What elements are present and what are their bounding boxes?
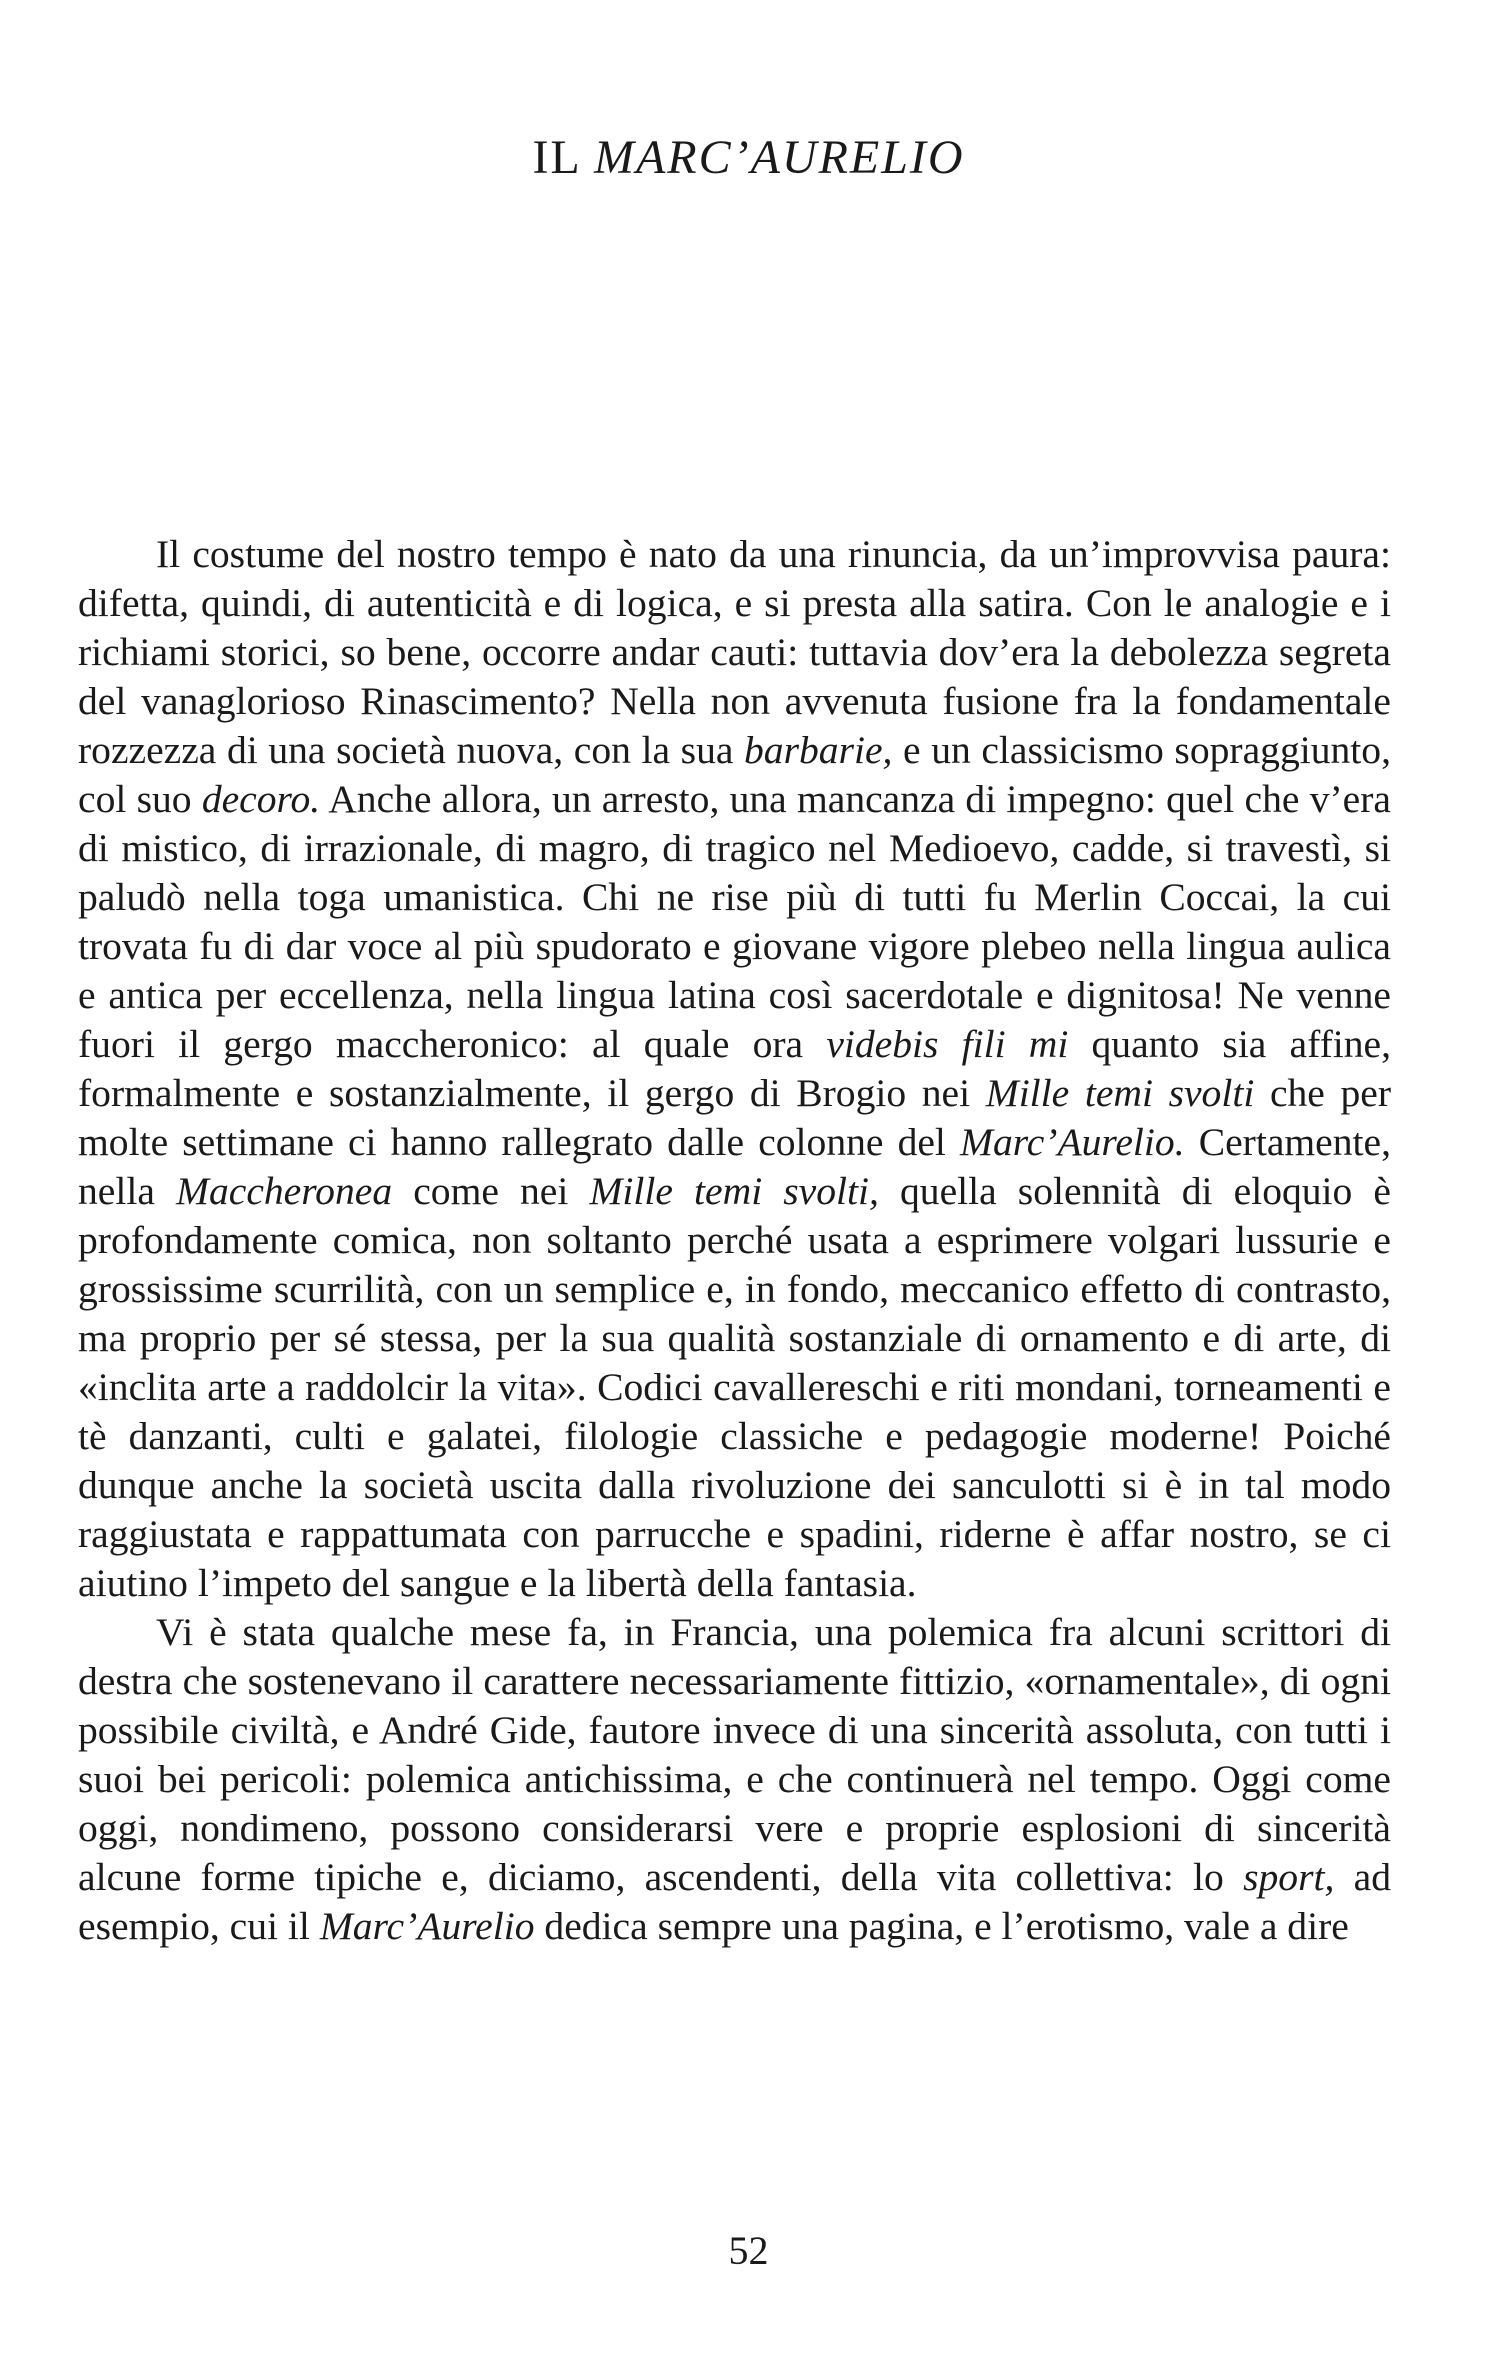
- text-run: Il costume del nostro tempo è nato da una rinuncia, da un’improvvisa paura: difetta, quindi, di autenticità e di logica, e si presta alla satira. Con le analogie e i richiami storici, so bene, occorre andar cauti: tuttavia dov’era la debolezza segreta del vanaglorioso Rinascimento? Nella non avvenuta fusione fra la fondamentale rozzezza di una società nuova, con la sua: [78, 532, 1391, 772]
- italic-phrase: videbis fili mi: [826, 1022, 1069, 1066]
- text-run: Vi è stata qualche mese fa, in Francia, una polemica fra alcuni scrittori di destra che sostenevano il carattere necessariamente fittizio, «ornamentale», di ogni possibile civiltà, e André Gide, fautore invece di una sincerità assoluta, con tutti i suoi bei pericoli: polemica antichissima, e che continuerà nel tempo. Oggi come oggi, nondimeno, possono considerarsi vere e proprie esplosioni di sincerità alcune forme tipiche e, diciamo, ascendenti, della vita collettiva: lo: [78, 1610, 1391, 1899]
- page-number: 52: [728, 2228, 769, 2273]
- italic-phrase: sport,: [1243, 1855, 1335, 1899]
- text-run: Anche allora, un arresto, una mancanza di impegno: quel che v’era di mistico, di irrazionale, di magro, di tragico nel Medioevo, cadde, si travestì, si paludò nella toga umanistica. Chi ne rise più di tutti fu Merlin Coccai, la cui trovata fu di dar voce al più spudorato e giovane vigore plebeo nella lingua aulica e antica per eccellenza, nella lingua latina così sacerdotale e dignitosa! Ne venne fuori il gergo maccheronico: al quale ora: [78, 777, 1391, 1066]
- italic-phrase: Maccheronea: [176, 1169, 393, 1213]
- italic-phrase: barbarie,: [744, 728, 893, 772]
- text-run: dedica sempre una pagina, e l’erotismo, vale a dire: [534, 1904, 1349, 1948]
- text-run: come nei: [392, 1169, 590, 1213]
- chapter-title-italic: MARC’AURELIO: [593, 131, 965, 184]
- italic-phrase: decoro.: [201, 777, 321, 821]
- text-run: e un classicismo sopraggiunto, col suo: [78, 728, 1391, 821]
- chapter-title: [0, 128, 1497, 188]
- italic-phrase: Marc’Aurelio.: [960, 1120, 1185, 1164]
- text-run: quanto sia affine, formalmente e sostanzialmente, il gergo di Brogio nei: [78, 1022, 1392, 1115]
- text-run: ad esempio, cui il: [78, 1855, 1391, 1948]
- text-run: quella solennità di eloquio è profondamente comica, non soltanto perché usata a esprimere volgari lussurie e grossissime scurrilità, con un semplice e, in fondo, meccanico effetto di contrasto, ma proprio per sé stessa, per la sua qualità sostanziale di ornamento e di arte, di «inclita arte a raddolcir la vita». Codici cavallereschi e riti mondani, torneamenti e tè danzanti, culti e galatei, filologie classiche e pedagogie moderne! Poiché dunque anche la società uscita dalla rivoluzione dei sanculotti si è in tal modo raggiustata e rappattumata con parrucche e spadini, riderne è affar nostro, se ci aiutino l’impeto del sangue e la libertà della fantasia.: [78, 1169, 1391, 1605]
- paragraph-1: [78, 530, 1391, 1608]
- italic-phrase: Marc’Aurelio: [319, 1904, 535, 1948]
- text-run: che per molte settimane ci hanno rallegrato dalle colonne del: [78, 1071, 1392, 1164]
- italic-phrase: Mille temi svolti,: [589, 1169, 879, 1213]
- italic-phrase: Mille temi svolti: [985, 1071, 1255, 1115]
- chapter-title-prefix: IL: [532, 131, 594, 184]
- body-text: [78, 530, 1391, 1951]
- paragraph-2: [78, 1608, 1391, 1951]
- text-run: Certamente, nella: [78, 1120, 1391, 1213]
